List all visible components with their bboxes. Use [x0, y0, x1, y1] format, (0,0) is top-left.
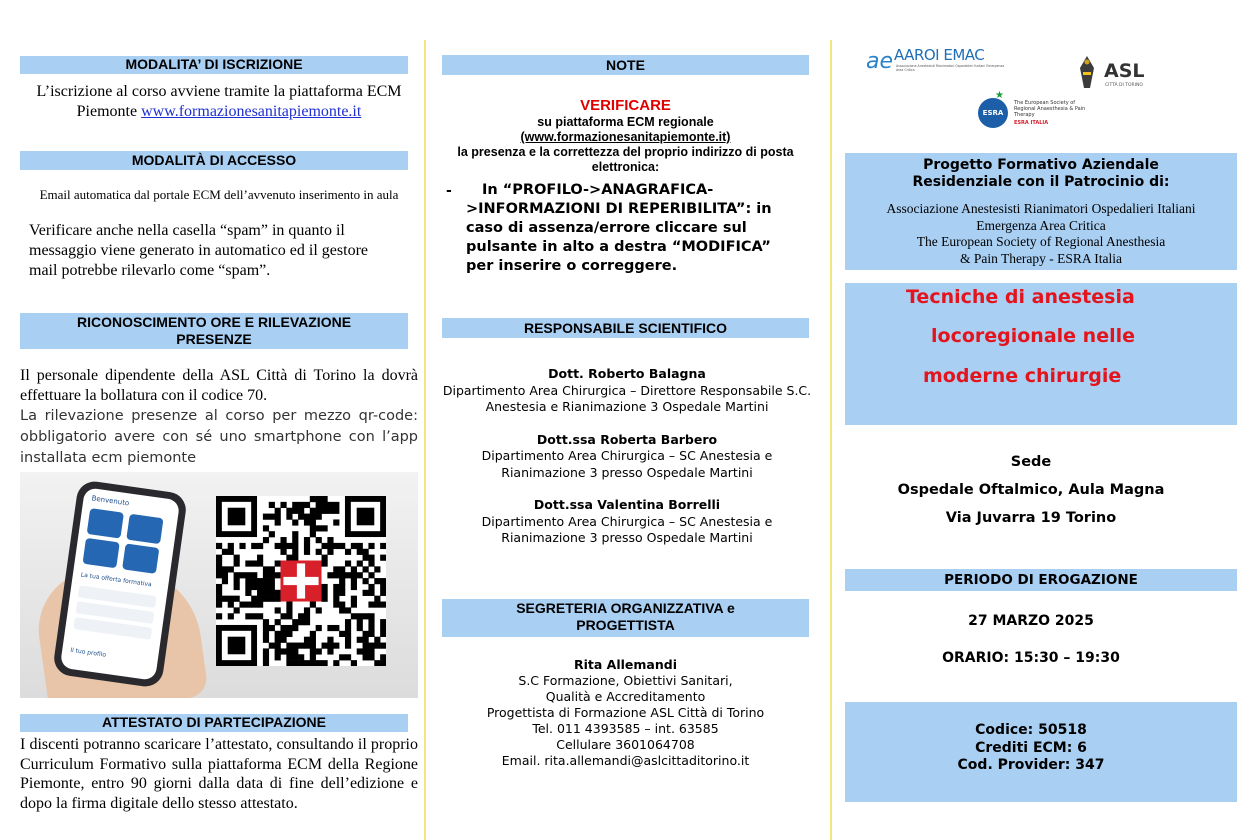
responsabile-role: Dipartimento Area Chirurgica – SC Anestesia e Rianimazione 3 presso Ospedale Martini [481, 448, 773, 480]
segreteria-line: Tel. 011 4393585 – int. 63585 [532, 721, 719, 736]
segreteria-line: S.C Formazione, Obiettivi Sanitari, [518, 673, 733, 688]
responsabile-item [436, 432, 818, 482]
responsabile-role: Dipartimento Area Chirurgica – Direttore Responsabile S.C. Anestesia e Rianimazione 3 Ospedale Martini [442, 382, 812, 414]
section-header-iscrizione: MODALITA’ DI ISCRIZIONE [20, 56, 408, 74]
note-bullet: - [446, 183, 452, 199]
accesso-text: Verificare anche nella casella “spam” in quanto il messaggio viene generato in automatico ed il gestore mail potrebbe rilevarlo come “spam”. [29, 222, 368, 279]
riconoscimento-text-1: Il personale dipendente della ASL Città di Torino la dovrà effettuare la bollatura con il codice 70. [20, 367, 418, 404]
note-block [442, 97, 809, 175]
verificare-label: VERIFICARE [580, 97, 671, 114]
column-divider-right [830, 40, 832, 840]
note-bullet-text: In “PROFILO->ANAGRAFICA->INFORMAZIONI DI REPERIBILITA”: in caso di assenza/errore cliccare sul pulsante in alto a destra “MODIFICA” per inserire o correggere. [466, 182, 772, 274]
esra-badge: ESRA [978, 98, 1008, 128]
note-line-1: su piattaforma ECM regionale [537, 115, 714, 129]
aaroi-symbol-icon [866, 48, 894, 74]
section-header-periodo: PERIODO DI EROGAZIONE [845, 569, 1237, 591]
section-header-riconoscimento: RICONOSCIMENTO ORE E RILEVAZIONE PRESENZE [20, 313, 408, 349]
attestato-text: I discenti potranno scaricare l’attestato, consultando il proprio Curriculum Formativo sulla piattaforma ECM della Regione Piemonte, entro 90 giorni dalla data di fine dell’edizione e dopo la firma digitale dello stesso attestato. [20, 736, 418, 812]
note-line-3: la presenza e la correttezza del proprio indirizzo di posta elettronica: [457, 145, 794, 174]
crediti-label: Crediti ECM: 6 [975, 739, 1087, 756]
progetto-line: Associazione Anestesisti Rianimatori Ospedalieri Italiani [886, 201, 1196, 216]
progetto-line: & Pain Therapy - ESRA Italia [959, 250, 1123, 266]
progetto-lines [845, 201, 1237, 267]
esra-logo [978, 92, 1088, 132]
progetto-title: Progetto Formativo Aziendale Residenziale con il Patrocinio di: [912, 157, 1170, 190]
asl-emblem-icon [1074, 54, 1100, 90]
section-header-segreteria: SEGRETERIA ORGANIZZATIVA e PROGETTISTA [442, 599, 809, 637]
note-line-2: (www.formazionesanitapiemonte.it) [520, 130, 731, 144]
phone-offer-label: La tua offerta formativa [80, 571, 153, 589]
course-title-line-2: locoregionale nelle [931, 325, 1135, 347]
esra-italia-label: ESRA ITALIA [1014, 120, 1049, 126]
section-header-responsabile: RESPONSABILE SCIENTIFICO [442, 318, 809, 338]
iscrizione-text: L’iscrizione al corso avviene tramite la piattaforma ECM Piemonte www.formazionesanitapiemonte.it [36, 83, 402, 120]
svg-text:ae: ae [866, 49, 894, 74]
ecm-platform-link[interactable]: www.formazionesanitapiemonte.it [141, 103, 362, 120]
segreteria-line: Cellulare 3601064708 [556, 737, 695, 752]
aaroi-name: AAROI EMAC [894, 46, 985, 64]
responsabile-name: Dott. Roberto Balagna [548, 366, 706, 381]
segreteria-block [442, 657, 809, 769]
responsabile-role: Dipartimento Area Chirurgica – SC Anestesia e Rianimazione 3 presso Ospedale Martini [481, 513, 773, 545]
codici-box [845, 702, 1237, 802]
section-header-attestato: ATTESTATO DI PARTECIPAZIONE [20, 714, 408, 732]
segreteria-line: Progettista di Formazione ASL Città di Torino [486, 705, 765, 720]
progetto-box [845, 153, 1237, 270]
qr-scan-illustration [20, 472, 418, 698]
section-header-accesso: MODALITÀ DI ACCESSO [20, 151, 408, 170]
segreteria-name: Rita Allemandi [574, 657, 677, 672]
esra-star-icon: ★ [995, 90, 1004, 101]
asl-name: ASL [1104, 60, 1145, 82]
periodo-date: 27 MARZO 2025 [968, 613, 1094, 629]
sede-place: Ospedale Oftalmico, Aula Magna [897, 482, 1165, 498]
sede-address: Via Juvarra 19 Torino [945, 510, 1117, 526]
aaroi-subtitle: Associazione Anestesisti Rianimatori Ospedalieri Italiani Emergenza Area Critica [896, 64, 1005, 72]
progetto-line: The European Society of Regional Anesthesia [916, 234, 1166, 249]
sede-label: Sede [1010, 454, 1052, 470]
riconoscimento-text-2: La rilevazione presenze al corso per mezzo qr-code: obbligatorio avere con sé uno smartphone con l’app installata ecm piemonte [20, 408, 418, 466]
codice-label: Codice: 50518 [975, 722, 1087, 738]
aaroi-emac-logo [866, 46, 1006, 74]
responsabile-list [436, 366, 818, 547]
responsabile-item [436, 366, 818, 416]
phone-profile-label: Il tuo profilo [69, 646, 107, 659]
responsabile-item [436, 497, 818, 547]
sede-block [845, 453, 1217, 527]
asl-logo [1074, 54, 1154, 94]
column-divider-left [424, 40, 426, 840]
esra-description: The European Society of Regional Anaesthesia & Pain Therapy [1014, 100, 1086, 118]
progetto-line: Emergenza Area Critica [976, 217, 1106, 233]
provider-label: Cod. Provider: 347 [957, 757, 1105, 773]
section-header-note: NOTE [442, 55, 809, 75]
phone-welcome-label: Benvenuto [91, 494, 130, 508]
qr-code [216, 496, 386, 666]
segreteria-email[interactable]: Email. rita.allemandi@aslcittaditorino.it [501, 753, 750, 768]
accesso-small-text: Email automatica dal portale ECM dell’avvenuto inserimento in aula [39, 187, 399, 202]
periodo-orario: ORARIO: 15:30 – 19:30 [942, 650, 1120, 666]
course-title-line-3: moderne chirurgie [923, 365, 1122, 387]
course-title-line-1: Tecniche di anestesia [906, 286, 1135, 308]
responsabile-name: Dott.ssa Roberta Barbero [536, 431, 718, 447]
segreteria-line: Qualità e Accreditamento [545, 689, 706, 704]
asl-subtitle: CITTÀ DI TORINO [1105, 83, 1143, 88]
responsabile-name: Dott.ssa Valentina Borrelli [533, 497, 721, 512]
